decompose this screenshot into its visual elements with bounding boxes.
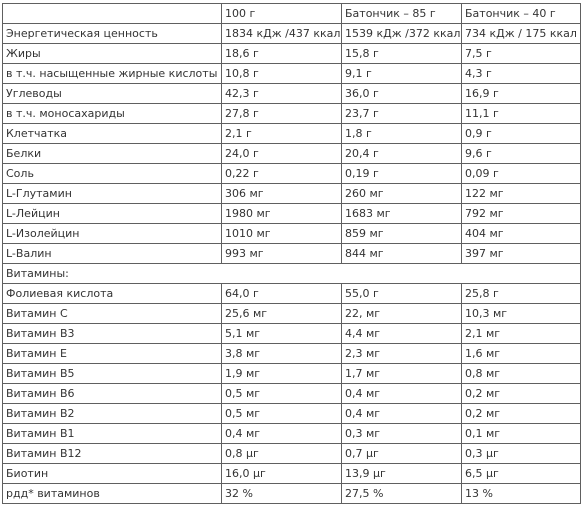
table-row [3,324,581,344]
table-row [3,164,581,184]
row-label-cell: Белки [3,144,222,164]
value-cell-100g: 16,0 μг [222,464,342,484]
value-cell-bar-85g: 23,7 г [342,104,462,124]
value-cell-bar-85g: 1683 мг [342,204,462,224]
value-cell-100g: 0,5 мг [222,384,342,404]
value-cell-100g: 18,6 г [222,44,342,64]
value-cell-100g: 42,3 г [222,84,342,104]
value-cell-bar-85g: 9,1 г [342,64,462,84]
value-cell-bar-40g: 0,2 мг [462,384,581,404]
value-cell-bar-40g: 7,5 г [462,44,581,64]
nutrition-table-body [3,4,581,504]
value-cell-bar-40g: 0,1 мг [462,424,581,444]
row-label-cell: Витамин С [3,304,222,324]
value-cell-bar-85g: 36,0 г [342,84,462,104]
value-cell-100g: 0,22 г [222,164,342,184]
value-cell-bar-40g: 1,6 мг [462,344,581,364]
value-cell-bar-40g: 16,9 г [462,84,581,104]
value-cell-bar-85g: 0,3 мг [342,424,462,444]
table-row [3,444,581,464]
row-label-cell: Биотин [3,464,222,484]
value-cell-bar-85g: 0,4 мг [342,384,462,404]
row-label-cell: Витамин B1 [3,424,222,444]
value-cell-bar-40g: 792 мг [462,204,581,224]
section-label-vitamins: Витамины: [3,264,581,284]
table-row [3,104,581,124]
header-cell-bar-85g: Батончик – 85 г [342,4,462,24]
table-row [3,84,581,104]
table-row [3,124,581,144]
value-cell-100g: 25,6 мг [222,304,342,324]
header-cell-100g: 100 г [222,4,342,24]
value-cell-bar-85g: 859 мг [342,224,462,244]
value-cell-bar-85g: 22, мг [342,304,462,324]
value-cell-100g: 1834 кДж /437 ккал [222,24,342,44]
section-row-vitamins [3,264,581,284]
row-label-cell: Витамин B6 [3,384,222,404]
table-row [3,364,581,384]
table-row [3,244,581,264]
value-cell-100g: 993 мг [222,244,342,264]
row-label-cell: Углеводы [3,84,222,104]
row-label-cell: Витамин E [3,344,222,364]
value-cell-bar-85g: 4,4 мг [342,324,462,344]
value-cell-bar-40g: 0,3 μг [462,444,581,464]
value-cell-bar-40g: 9,6 г [462,144,581,164]
value-cell-bar-85g: 55,0 г [342,284,462,304]
value-cell-bar-85g: 27,5 % [342,484,462,504]
row-label-cell: в т.ч. моносахариды [3,104,222,124]
value-cell-bar-40g: 122 мг [462,184,581,204]
header-cell-label [3,4,222,24]
table-row [3,64,581,84]
table-row [3,404,581,424]
table-row [3,284,581,304]
value-cell-bar-40g: 734 кДж / 175 ккал [462,24,581,44]
value-cell-bar-40g: 2,1 мг [462,324,581,344]
value-cell-bar-85g: 0,7 μг [342,444,462,464]
value-cell-bar-40g: 397 мг [462,244,581,264]
table-row [3,484,581,504]
value-cell-100g: 306 мг [222,184,342,204]
value-cell-bar-40g: 404 мг [462,224,581,244]
value-cell-bar-85g: 15,8 г [342,44,462,64]
value-cell-100g: 32 % [222,484,342,504]
table-row [3,344,581,364]
value-cell-bar-40g: 0,9 г [462,124,581,144]
nutrition-table [2,3,581,504]
value-cell-bar-85g: 20,4 г [342,144,462,164]
value-cell-bar-85g: 0,4 мг [342,404,462,424]
value-cell-100g: 3,8 мг [222,344,342,364]
table-row [3,464,581,484]
table-row [3,184,581,204]
value-cell-bar-85g: 0,19 г [342,164,462,184]
value-cell-bar-85g: 1539 кДж /372 ккал [342,24,462,44]
value-cell-bar-40g: 10,3 мг [462,304,581,324]
row-label-cell: в т.ч. насыщенные жирные кислоты [3,64,222,84]
value-cell-bar-85g: 13,9 μг [342,464,462,484]
value-cell-bar-40g: 0,09 г [462,164,581,184]
table-row [3,424,581,444]
value-cell-100g: 64,0 г [222,284,342,304]
value-cell-bar-85g: 1,8 г [342,124,462,144]
value-cell-bar-40g: 4,3 г [462,64,581,84]
row-label-cell: Энергетическая ценность [3,24,222,44]
value-cell-bar-85g: 844 мг [342,244,462,264]
row-label-cell: L-Лейцин [3,204,222,224]
value-cell-bar-85g: 1,7 мг [342,364,462,384]
table-row [3,304,581,324]
value-cell-100g: 2,1 г [222,124,342,144]
value-cell-bar-40g: 11,1 г [462,104,581,124]
value-cell-100g: 1,9 мг [222,364,342,384]
table-row [3,24,581,44]
row-label-cell: L-Изолейцин [3,224,222,244]
value-cell-100g: 5,1 мг [222,324,342,344]
value-cell-bar-85g: 260 мг [342,184,462,204]
value-cell-100g: 1010 мг [222,224,342,244]
row-label-cell: Витамин B2 [3,404,222,424]
value-cell-100g: 0,4 мг [222,424,342,444]
value-cell-bar-40g: 25,8 г [462,284,581,304]
row-label-cell: L-Глутамин [3,184,222,204]
header-row [3,4,581,24]
value-cell-100g: 1980 мг [222,204,342,224]
row-label-cell: Клетчатка [3,124,222,144]
row-label-cell: L-Валин [3,244,222,264]
value-cell-100g: 27,8 г [222,104,342,124]
value-cell-bar-85g: 2,3 мг [342,344,462,364]
table-row [3,224,581,244]
row-label-cell: Витамин B5 [3,364,222,384]
value-cell-bar-40g: 0,2 мг [462,404,581,424]
row-label-cell: Соль [3,164,222,184]
table-row [3,384,581,404]
value-cell-bar-40g: 6,5 μг [462,464,581,484]
value-cell-bar-40g: 13 % [462,484,581,504]
table-row [3,44,581,64]
row-label-cell: Фолиевая кислота [3,284,222,304]
value-cell-bar-40g: 0,8 мг [462,364,581,384]
row-label-cell: Жиры [3,44,222,64]
header-cell-bar-40g: Батончик – 40 г [462,4,581,24]
row-label-cell: рдд* витаминов [3,484,222,504]
table-row [3,204,581,224]
value-cell-100g: 10,8 г [222,64,342,84]
row-label-cell: Витамин B3 [3,324,222,344]
value-cell-100g: 0,8 μг [222,444,342,464]
table-row [3,144,581,164]
row-label-cell: Витамин B12 [3,444,222,464]
value-cell-100g: 0,5 мг [222,404,342,424]
value-cell-100g: 24,0 г [222,144,342,164]
